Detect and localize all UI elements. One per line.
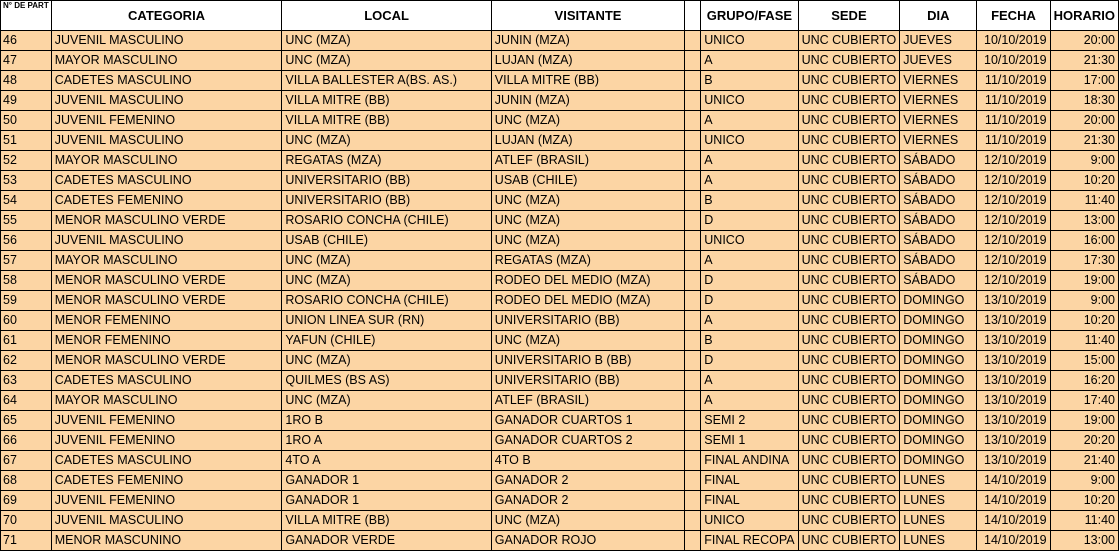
header-npart: N° DE PART <box>1 1 52 31</box>
cell-visitante: GANADOR 2 <box>491 491 684 511</box>
cell-visitante: UNC (MZA) <box>491 111 684 131</box>
cell-npart: 56 <box>1 231 52 251</box>
cell-dia: DOMINGO <box>900 331 977 351</box>
cell-npart: 64 <box>1 391 52 411</box>
cell-spacer <box>685 431 701 451</box>
header-horario: HORARIO <box>1050 1 1118 31</box>
cell-sede: UNC CUBIERTO <box>798 31 900 51</box>
cell-npart: 59 <box>1 291 52 311</box>
cell-visitante: ATLEF (BRASIL) <box>491 151 684 171</box>
cell-spacer <box>685 371 701 391</box>
cell-sede: UNC CUBIERTO <box>798 471 900 491</box>
cell-categoria: MENOR FEMENINO <box>51 331 282 351</box>
table-row <box>1 151 1119 171</box>
cell-horario: 13:00 <box>1050 211 1118 231</box>
cell-local: UNC (MZA) <box>282 131 491 151</box>
cell-fecha: 14/10/2019 <box>977 531 1050 551</box>
cell-fecha: 11/10/2019 <box>977 91 1050 111</box>
cell-horario: 15:00 <box>1050 351 1118 371</box>
cell-visitante: RODEO DEL MEDIO (MZA) <box>491 291 684 311</box>
cell-horario: 11:40 <box>1050 511 1118 531</box>
cell-dia: DOMINGO <box>900 351 977 371</box>
cell-npart: 48 <box>1 71 52 91</box>
cell-horario: 9:00 <box>1050 471 1118 491</box>
cell-grupo-fase: SEMI 2 <box>701 411 798 431</box>
cell-sede: UNC CUBIERTO <box>798 391 900 411</box>
cell-visitante: LUJAN (MZA) <box>491 51 684 71</box>
cell-fecha: 13/10/2019 <box>977 311 1050 331</box>
cell-grupo-fase: FINAL RECOPA <box>701 531 798 551</box>
cell-npart: 58 <box>1 271 52 291</box>
cell-local: UNION LINEA SUR (RN) <box>282 311 491 331</box>
cell-npart: 51 <box>1 131 52 151</box>
cell-grupo-fase: A <box>701 311 798 331</box>
table-row <box>1 411 1119 431</box>
cell-grupo-fase: A <box>701 111 798 131</box>
header-row <box>1 1 1119 31</box>
cell-fecha: 12/10/2019 <box>977 191 1050 211</box>
cell-grupo-fase: UNICO <box>701 31 798 51</box>
cell-categoria: CADETES FEMENINO <box>51 471 282 491</box>
cell-local: VILLA MITRE (BB) <box>282 91 491 111</box>
cell-spacer <box>685 71 701 91</box>
cell-categoria: MAYOR MASCULINO <box>51 251 282 271</box>
table-row <box>1 291 1119 311</box>
cell-visitante: USAB (CHILE) <box>491 171 684 191</box>
cell-spacer <box>685 111 701 131</box>
cell-horario: 20:00 <box>1050 111 1118 131</box>
cell-local: UNC (MZA) <box>282 271 491 291</box>
cell-npart: 70 <box>1 511 52 531</box>
cell-spacer <box>685 511 701 531</box>
cell-visitante: GANADOR CUARTOS 2 <box>491 431 684 451</box>
cell-dia: DOMINGO <box>900 311 977 331</box>
cell-dia: JUEVES <box>900 51 977 71</box>
cell-sede: UNC CUBIERTO <box>798 131 900 151</box>
cell-visitante: JUNIN (MZA) <box>491 91 684 111</box>
table-row <box>1 331 1119 351</box>
table-row <box>1 211 1119 231</box>
cell-horario: 10:20 <box>1050 311 1118 331</box>
cell-spacer <box>685 391 701 411</box>
cell-grupo-fase: UNICO <box>701 91 798 111</box>
cell-horario: 10:20 <box>1050 171 1118 191</box>
table-row <box>1 351 1119 371</box>
cell-horario: 9:00 <box>1050 151 1118 171</box>
table-row <box>1 491 1119 511</box>
table-row <box>1 251 1119 271</box>
cell-categoria: CADETES MASCULINO <box>51 71 282 91</box>
cell-sede: UNC CUBIERTO <box>798 191 900 211</box>
cell-dia: SÁBADO <box>900 211 977 231</box>
cell-fecha: 11/10/2019 <box>977 111 1050 131</box>
cell-sede: UNC CUBIERTO <box>798 491 900 511</box>
cell-spacer <box>685 131 701 151</box>
cell-local: 1RO A <box>282 431 491 451</box>
cell-fecha: 12/10/2019 <box>977 151 1050 171</box>
cell-visitante: UNIVERSITARIO (BB) <box>491 371 684 391</box>
cell-spacer <box>685 491 701 511</box>
cell-spacer <box>685 151 701 171</box>
cell-categoria: JUVENIL MASCULINO <box>51 131 282 151</box>
cell-local: UNIVERSITARIO (BB) <box>282 171 491 191</box>
cell-spacer <box>685 191 701 211</box>
cell-sede: UNC CUBIERTO <box>798 351 900 371</box>
cell-categoria: JUVENIL FEMENINO <box>51 431 282 451</box>
cell-grupo-fase: A <box>701 391 798 411</box>
cell-local: ROSARIO CONCHA (CHILE) <box>282 211 491 231</box>
cell-sede: UNC CUBIERTO <box>798 311 900 331</box>
cell-horario: 13:00 <box>1050 531 1118 551</box>
cell-categoria: JUVENIL MASCULINO <box>51 511 282 531</box>
cell-visitante: UNC (MZA) <box>491 231 684 251</box>
cell-horario: 10:20 <box>1050 491 1118 511</box>
cell-categoria: CADETES FEMENINO <box>51 191 282 211</box>
cell-dia: DOMINGO <box>900 411 977 431</box>
cell-npart: 55 <box>1 211 52 231</box>
cell-fecha: 14/10/2019 <box>977 511 1050 531</box>
cell-visitante: REGATAS (MZA) <box>491 251 684 271</box>
cell-grupo-fase: FINAL <box>701 491 798 511</box>
cell-visitante: UNC (MZA) <box>491 331 684 351</box>
cell-visitante: GANADOR CUARTOS 1 <box>491 411 684 431</box>
cell-npart: 53 <box>1 171 52 191</box>
cell-sede: UNC CUBIERTO <box>798 231 900 251</box>
cell-categoria: JUVENIL FEMENINO <box>51 491 282 511</box>
cell-horario: 17:00 <box>1050 71 1118 91</box>
cell-sede: UNC CUBIERTO <box>798 291 900 311</box>
cell-local: UNC (MZA) <box>282 351 491 371</box>
cell-spacer <box>685 351 701 371</box>
cell-fecha: 12/10/2019 <box>977 231 1050 251</box>
cell-horario: 9:00 <box>1050 291 1118 311</box>
cell-sede: UNC CUBIERTO <box>798 211 900 231</box>
cell-dia: LUNES <box>900 491 977 511</box>
cell-npart: 68 <box>1 471 52 491</box>
cell-sede: UNC CUBIERTO <box>798 51 900 71</box>
cell-visitante: 4TO B <box>491 451 684 471</box>
cell-dia: SÁBADO <box>900 251 977 271</box>
table-row <box>1 91 1119 111</box>
header-categoria: CATEGORIA <box>51 1 282 31</box>
cell-grupo-fase: B <box>701 331 798 351</box>
cell-categoria: CADETES MASCULINO <box>51 451 282 471</box>
cell-local: ROSARIO CONCHA (CHILE) <box>282 291 491 311</box>
table-row <box>1 431 1119 451</box>
cell-sede: UNC CUBIERTO <box>798 531 900 551</box>
cell-categoria: CADETES MASCULINO <box>51 371 282 391</box>
cell-dia: SÁBADO <box>900 151 977 171</box>
cell-npart: 49 <box>1 91 52 111</box>
table-row <box>1 51 1119 71</box>
cell-visitante: GANADOR 2 <box>491 471 684 491</box>
cell-grupo-fase: FINAL <box>701 471 798 491</box>
cell-horario: 11:40 <box>1050 331 1118 351</box>
cell-sede: UNC CUBIERTO <box>798 251 900 271</box>
header-spacer <box>685 1 701 31</box>
cell-sede: UNC CUBIERTO <box>798 111 900 131</box>
cell-categoria: MENOR MASCULINO VERDE <box>51 271 282 291</box>
cell-horario: 19:00 <box>1050 411 1118 431</box>
table-row <box>1 231 1119 251</box>
table-row <box>1 391 1119 411</box>
table-row <box>1 471 1119 491</box>
cell-local: USAB (CHILE) <box>282 231 491 251</box>
cell-fecha: 14/10/2019 <box>977 471 1050 491</box>
cell-sede: UNC CUBIERTO <box>798 431 900 451</box>
cell-fecha: 11/10/2019 <box>977 71 1050 91</box>
cell-categoria: MENOR MASCULINO VERDE <box>51 351 282 371</box>
cell-sede: UNC CUBIERTO <box>798 371 900 391</box>
cell-categoria: MAYOR MASCULINO <box>51 391 282 411</box>
cell-spacer <box>685 311 701 331</box>
cell-local: GANADOR 1 <box>282 491 491 511</box>
cell-grupo-fase: D <box>701 211 798 231</box>
cell-categoria: JUVENIL MASCULINO <box>51 31 282 51</box>
cell-grupo-fase: A <box>701 151 798 171</box>
cell-fecha: 12/10/2019 <box>977 271 1050 291</box>
cell-grupo-fase: UNICO <box>701 511 798 531</box>
cell-horario: 16:20 <box>1050 371 1118 391</box>
cell-horario: 17:40 <box>1050 391 1118 411</box>
cell-grupo-fase: D <box>701 271 798 291</box>
cell-npart: 46 <box>1 31 52 51</box>
cell-grupo-fase: A <box>701 371 798 391</box>
header-local: LOCAL <box>282 1 491 31</box>
cell-fecha: 13/10/2019 <box>977 451 1050 471</box>
cell-categoria: JUVENIL MASCULINO <box>51 231 282 251</box>
cell-horario: 11:40 <box>1050 191 1118 211</box>
cell-npart: 71 <box>1 531 52 551</box>
cell-local: VILLA BALLESTER A(BS. AS.) <box>282 71 491 91</box>
cell-grupo-fase: D <box>701 351 798 371</box>
table-row <box>1 311 1119 331</box>
header-grupo-fase: GRUPO/FASE <box>701 1 798 31</box>
cell-spacer <box>685 531 701 551</box>
header-sede: SEDE <box>798 1 900 31</box>
cell-spacer <box>685 291 701 311</box>
cell-dia: DOMINGO <box>900 451 977 471</box>
cell-npart: 69 <box>1 491 52 511</box>
cell-npart: 57 <box>1 251 52 271</box>
cell-dia: DOMINGO <box>900 391 977 411</box>
cell-npart: 63 <box>1 371 52 391</box>
cell-dia: LUNES <box>900 471 977 491</box>
cell-local: UNC (MZA) <box>282 31 491 51</box>
cell-dia: VIERNES <box>900 111 977 131</box>
cell-horario: 18:30 <box>1050 91 1118 111</box>
cell-visitante: UNC (MZA) <box>491 511 684 531</box>
table-row <box>1 511 1119 531</box>
cell-visitante: UNIVERSITARIO B (BB) <box>491 351 684 371</box>
cell-grupo-fase: B <box>701 71 798 91</box>
cell-local: REGATAS (MZA) <box>282 151 491 171</box>
table-body <box>1 31 1119 551</box>
cell-categoria: MENOR FEMENINO <box>51 311 282 331</box>
cell-local: QUILMES (BS AS) <box>282 371 491 391</box>
cell-spacer <box>685 471 701 491</box>
cell-spacer <box>685 171 701 191</box>
cell-sede: UNC CUBIERTO <box>798 511 900 531</box>
cell-sede: UNC CUBIERTO <box>798 171 900 191</box>
cell-fecha: 10/10/2019 <box>977 51 1050 71</box>
cell-grupo-fase: D <box>701 291 798 311</box>
cell-npart: 67 <box>1 451 52 471</box>
cell-spacer <box>685 331 701 351</box>
cell-sede: UNC CUBIERTO <box>798 71 900 91</box>
cell-sede: UNC CUBIERTO <box>798 451 900 471</box>
cell-fecha: 13/10/2019 <box>977 291 1050 311</box>
cell-categoria: JUVENIL FEMENINO <box>51 411 282 431</box>
cell-local: GANADOR 1 <box>282 471 491 491</box>
header-fecha: FECHA <box>977 1 1050 31</box>
cell-grupo-fase: UNICO <box>701 131 798 151</box>
cell-local: 1RO B <box>282 411 491 431</box>
cell-grupo-fase: UNICO <box>701 231 798 251</box>
cell-fecha: 11/10/2019 <box>977 131 1050 151</box>
cell-horario: 17:30 <box>1050 251 1118 271</box>
cell-grupo-fase: A <box>701 171 798 191</box>
cell-sede: UNC CUBIERTO <box>798 151 900 171</box>
cell-categoria: MAYOR MASCULINO <box>51 51 282 71</box>
table-row <box>1 371 1119 391</box>
table-row <box>1 191 1119 211</box>
cell-horario: 21:30 <box>1050 131 1118 151</box>
cell-sede: UNC CUBIERTO <box>798 271 900 291</box>
cell-local: UNC (MZA) <box>282 391 491 411</box>
cell-visitante: UNIVERSITARIO (BB) <box>491 311 684 331</box>
cell-fecha: 13/10/2019 <box>977 351 1050 371</box>
cell-dia: DOMINGO <box>900 371 977 391</box>
cell-visitante: GANADOR ROJO <box>491 531 684 551</box>
cell-spacer <box>685 231 701 251</box>
table-row <box>1 31 1119 51</box>
cell-local: UNC (MZA) <box>282 251 491 271</box>
cell-grupo-fase: FINAL ANDINA <box>701 451 798 471</box>
cell-npart: 65 <box>1 411 52 431</box>
cell-local: VILLA MITRE (BB) <box>282 111 491 131</box>
cell-categoria: MENOR MASCUNINO <box>51 531 282 551</box>
cell-fecha: 13/10/2019 <box>977 331 1050 351</box>
table-row <box>1 531 1119 551</box>
cell-npart: 52 <box>1 151 52 171</box>
header-visitante: VISITANTE <box>491 1 684 31</box>
cell-visitante: UNC (MZA) <box>491 191 684 211</box>
cell-visitante: RODEO DEL MEDIO (MZA) <box>491 271 684 291</box>
cell-visitante: VILLA MITRE (BB) <box>491 71 684 91</box>
cell-categoria: MENOR MASCULINO VERDE <box>51 291 282 311</box>
cell-horario: 21:30 <box>1050 51 1118 71</box>
cell-spacer <box>685 251 701 271</box>
cell-horario: 20:00 <box>1050 31 1118 51</box>
cell-dia: SÁBADO <box>900 191 977 211</box>
cell-npart: 47 <box>1 51 52 71</box>
cell-grupo-fase: A <box>701 51 798 71</box>
cell-dia: VIERNES <box>900 131 977 151</box>
cell-npart: 66 <box>1 431 52 451</box>
cell-dia: SÁBADO <box>900 271 977 291</box>
table-row <box>1 131 1119 151</box>
cell-fecha: 12/10/2019 <box>977 211 1050 231</box>
cell-spacer <box>685 51 701 71</box>
cell-npart: 54 <box>1 191 52 211</box>
cell-fecha: 13/10/2019 <box>977 411 1050 431</box>
cell-dia: JUEVES <box>900 31 977 51</box>
cell-npart: 60 <box>1 311 52 331</box>
cell-local: GANADOR VERDE <box>282 531 491 551</box>
cell-visitante: UNC (MZA) <box>491 211 684 231</box>
cell-visitante: JUNIN (MZA) <box>491 31 684 51</box>
cell-dia: DOMINGO <box>900 291 977 311</box>
cell-categoria: MAYOR MASCULINO <box>51 151 282 171</box>
cell-spacer <box>685 91 701 111</box>
cell-sede: UNC CUBIERTO <box>798 411 900 431</box>
table-row <box>1 71 1119 91</box>
cell-local: YAFUN (CHILE) <box>282 331 491 351</box>
cell-fecha: 12/10/2019 <box>977 171 1050 191</box>
cell-dia: VIERNES <box>900 71 977 91</box>
cell-sede: UNC CUBIERTO <box>798 331 900 351</box>
cell-npart: 61 <box>1 331 52 351</box>
cell-horario: 16:00 <box>1050 231 1118 251</box>
cell-fecha: 14/10/2019 <box>977 491 1050 511</box>
cell-categoria: MENOR MASCULINO VERDE <box>51 211 282 231</box>
cell-fecha: 10/10/2019 <box>977 31 1050 51</box>
cell-sede: UNC CUBIERTO <box>798 91 900 111</box>
cell-dia: VIERNES <box>900 91 977 111</box>
cell-visitante: ATLEF (BRASIL) <box>491 391 684 411</box>
cell-spacer <box>685 271 701 291</box>
cell-local: UNIVERSITARIO (BB) <box>282 191 491 211</box>
cell-dia: LUNES <box>900 531 977 551</box>
cell-categoria: JUVENIL MASCULINO <box>51 91 282 111</box>
cell-grupo-fase: SEMI 1 <box>701 431 798 451</box>
cell-fecha: 13/10/2019 <box>977 431 1050 451</box>
cell-spacer <box>685 411 701 431</box>
cell-local: VILLA MITRE (BB) <box>282 511 491 531</box>
cell-npart: 62 <box>1 351 52 371</box>
cell-fecha: 13/10/2019 <box>977 371 1050 391</box>
cell-horario: 20:20 <box>1050 431 1118 451</box>
table-row <box>1 171 1119 191</box>
table-row <box>1 451 1119 471</box>
cell-dia: DOMINGO <box>900 431 977 451</box>
cell-grupo-fase: A <box>701 251 798 271</box>
header-dia: DIA <box>900 1 977 31</box>
cell-local: UNC (MZA) <box>282 51 491 71</box>
cell-spacer <box>685 451 701 471</box>
cell-local: 4TO A <box>282 451 491 471</box>
cell-visitante: LUJAN (MZA) <box>491 131 684 151</box>
table-row <box>1 111 1119 131</box>
cell-npart: 50 <box>1 111 52 131</box>
cell-dia: LUNES <box>900 511 977 531</box>
cell-spacer <box>685 31 701 51</box>
cell-categoria: JUVENIL FEMENINO <box>51 111 282 131</box>
cell-spacer <box>685 211 701 231</box>
table-row <box>1 271 1119 291</box>
cell-dia: SÁBADO <box>900 231 977 251</box>
cell-fecha: 12/10/2019 <box>977 251 1050 271</box>
cell-horario: 21:40 <box>1050 451 1118 471</box>
cell-grupo-fase: B <box>701 191 798 211</box>
cell-categoria: CADETES MASCULINO <box>51 171 282 191</box>
cell-dia: SÁBADO <box>900 171 977 191</box>
cell-fecha: 13/10/2019 <box>977 391 1050 411</box>
cell-horario: 19:00 <box>1050 271 1118 291</box>
